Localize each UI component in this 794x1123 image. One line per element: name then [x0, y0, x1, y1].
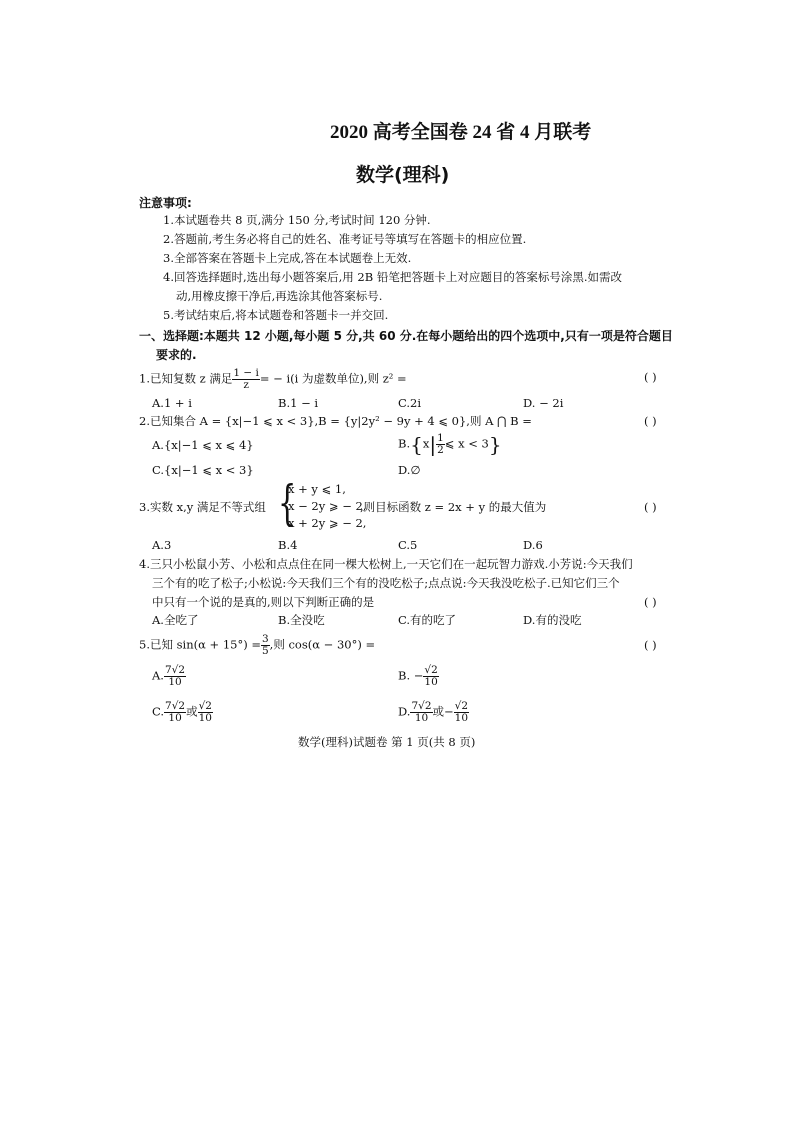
- q1-frac-num: 1 − i: [233, 367, 259, 379]
- q5-optD-label: D.: [398, 704, 411, 719]
- q2-optB-label: B.: [398, 436, 411, 451]
- notice-item-5: 5.考试结束后,将本试题卷和答题卡一并交回.: [163, 308, 389, 322]
- q5-optD-den-2: 10: [454, 712, 469, 724]
- q3-ineq-3: x + 2y ⩾ − 2,: [288, 516, 367, 530]
- q5-optD-den-1: 10: [414, 712, 429, 724]
- question-4-line-1: 4.三只小松鼠小芳、小松和点点住在同一棵大松树上,一天它们在一起玩智力游戏.小芳说:今天我们: [139, 557, 633, 571]
- q5-pre: 5.已知 sin(α + 15°) =: [139, 637, 261, 652]
- question-3-post: ,则目标函数 z = 2x + y 的最大值为: [360, 500, 547, 514]
- q3-option-d: D.6: [523, 538, 543, 552]
- q5-optC-num-2: √2: [198, 700, 212, 712]
- q2-frac-num: 1: [437, 432, 444, 444]
- q5-optB-num: √2: [424, 664, 438, 676]
- q5-optB-label: B. −: [398, 668, 424, 683]
- q5-optA-num: 7√2: [164, 664, 186, 676]
- q2-frac-den: 2: [437, 444, 444, 456]
- q3-system-brace: {: [278, 475, 297, 531]
- q5-option-a: [152, 665, 186, 688]
- question-5-stem: [139, 634, 375, 657]
- q5-optA-label: A.: [152, 668, 164, 683]
- q2-right-brace: }: [488, 432, 502, 457]
- section-heading: 一、选择题:本题共 12 小题,每小题 5 分,共 60 分.在每小题给出的四个选项中,只有一项是符合题目: [139, 329, 673, 343]
- q5-optC-num-1: 7√2: [165, 700, 186, 712]
- q1-option-a: A.1 + i: [152, 396, 192, 410]
- section-heading-cont: 要求的.: [156, 348, 197, 362]
- q2-option-d: D.∅: [398, 463, 421, 477]
- q2-fraction: [436, 433, 445, 456]
- q5-optC-den-2: 10: [198, 712, 212, 724]
- notice-item-4: 4.回答选择题时,选出每小题答案后,用 2B 铅笔把答题卡上对应题目的答案标号涂黑.如需改: [163, 270, 623, 284]
- q5-optC-fraction-1: [164, 701, 186, 724]
- q5-optD-or: 或: [432, 704, 445, 719]
- q3-option-a: A.3: [152, 538, 172, 552]
- question-4-line-3: 中只有一个说的是真的,则以下判断正确的是: [152, 595, 375, 609]
- q2-option-b: [398, 433, 502, 456]
- q5-option-d: [398, 701, 469, 724]
- q5-optD-fraction-1: [410, 701, 432, 724]
- q2-option-c: C.{x|−1 ⩽ x < 3}: [152, 463, 254, 477]
- q5-option-c: [152, 701, 213, 724]
- notice-item-4-cont: 动,用橡皮擦干净后,再选涂其他答案标号.: [176, 289, 383, 303]
- question-1-stem: [139, 368, 407, 391]
- exam-subtitle: 数学(理科): [356, 164, 450, 186]
- q2-optB-var: x: [422, 436, 430, 451]
- q5-post: ,则 cos(α − 30°) =: [269, 637, 376, 652]
- q4-option-c: C.有的吃了: [398, 613, 457, 627]
- q1-pre: 1.已知复数 z 满足: [139, 371, 233, 386]
- question-4-line-2: 三个有的吃了松子;小松说:今天我们三个有的没吃松子;点点说:今天我没吃松子.已知它们三个: [152, 576, 620, 590]
- q5-optD-num-1: 7√2: [411, 700, 432, 712]
- exam-title: 2020 高考全国卷 24 省 4 月联考: [330, 122, 592, 143]
- q4-option-d: D.有的没吃: [523, 613, 582, 627]
- question-3-pre: 3.实数 x,y 满足不等式组: [139, 500, 266, 514]
- q1-option-b: B.1 − i: [278, 396, 319, 410]
- q2-left-brace: {: [410, 432, 423, 457]
- page-footer: 数学(理科)试题卷 第 1 页(共 8 页): [298, 735, 476, 749]
- notice-item-1: 1.本试题卷共 8 页,满分 150 分,考试时间 120 分钟.: [163, 213, 431, 227]
- notice-heading: 注意事项:: [139, 196, 192, 210]
- q2-optB-post: ⩽ x < 3: [444, 436, 489, 451]
- q3-answer-paren: ( ): [644, 500, 657, 514]
- q2-option-a: A.{x|−1 ⩽ x ⩽ 4}: [152, 438, 254, 452]
- q5-optD-minus: −: [444, 704, 454, 719]
- notice-item-2: 2.答题前,考生务必将自己的姓名、准考证号等填写在答题卡的相应位置.: [163, 232, 527, 246]
- q5-option-b: [398, 665, 439, 688]
- q5-frac-den: 5: [261, 645, 269, 657]
- q5-optC-fraction-2: [198, 701, 213, 724]
- q1-option-c: C.2i: [398, 396, 422, 410]
- q2-bar: |: [429, 432, 437, 457]
- q1-fraction: [232, 368, 260, 391]
- q5-optA-den: 10: [168, 676, 182, 688]
- q3-ineq-2: x − 2y ⩾ − 2,: [288, 499, 367, 513]
- question-2-stem: 2.已知集合 A = {x|−1 ⩽ x < 3},B = {y|2y² − 9y + 4 ⩽ 0},则 A ⋂ B =: [139, 414, 532, 428]
- notice-item-3: 3.全部答案在答题卡上完成,答在本试题卷上无效.: [163, 251, 412, 265]
- q5-optA-fraction: [164, 665, 186, 688]
- q5-answer-paren: ( ): [644, 638, 657, 652]
- q3-option-b: B.4: [278, 538, 298, 552]
- q5-optC-den-1: 10: [168, 712, 182, 724]
- q2-answer-paren: ( ): [644, 414, 657, 428]
- q5-optC-or: 或: [186, 704, 198, 719]
- q3-ineq-1: x + y ⩽ 1,: [288, 482, 346, 496]
- q5-optB-fraction: [423, 665, 438, 688]
- q1-post: = − i(i 为虚数单位),则 z² =: [259, 371, 407, 386]
- q4-option-b: B.全没吃: [278, 613, 325, 627]
- q4-option-a: A.全吃了: [152, 613, 199, 627]
- q4-answer-paren: ( ): [644, 595, 657, 609]
- q5-optD-num-2: √2: [454, 700, 469, 712]
- q1-frac-den: z: [243, 379, 249, 391]
- q3-option-c: C.5: [398, 538, 418, 552]
- q1-answer-paren: ( ): [644, 370, 657, 384]
- q1-option-d: D. − 2i: [523, 396, 564, 410]
- q5-optC-label: C.: [152, 704, 165, 719]
- q5-optB-den: 10: [424, 676, 438, 688]
- q5-fraction: [261, 634, 270, 657]
- q5-optD-fraction-2: [454, 701, 469, 724]
- q5-frac-num: 3: [261, 633, 269, 645]
